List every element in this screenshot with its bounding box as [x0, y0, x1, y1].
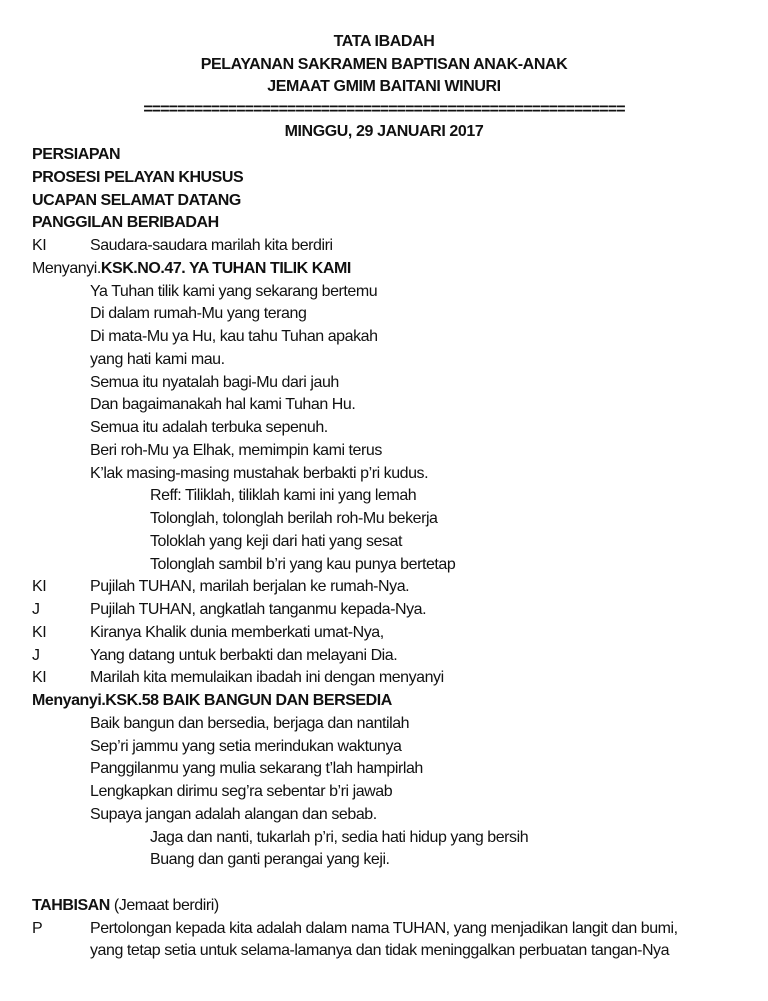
speaker-label: KI [32, 669, 47, 687]
line-text [150, 849, 390, 872]
liturgy-line [32, 758, 762, 781]
speaker-label: KI [32, 578, 47, 596]
line-text: yang hati kami mau. [90, 350, 225, 368]
document-header [0, 31, 768, 144]
line-text: Baik bangun dan bersedia, berjaga dan nantilah [90, 714, 410, 732]
speaker-label: KI [32, 237, 47, 254]
line-text: Di dalam rumah-Mu yang terang [90, 305, 307, 323]
line-text: Reff: Tiliklah, tiliklah kami ini yang lemah [150, 487, 417, 505]
liturgy-line [32, 235, 762, 258]
line-text [90, 349, 225, 372]
line-text: Beri roh-Mu ya Elhak, memimpin kami terus [90, 441, 382, 459]
speaker-label: J [32, 646, 40, 664]
line-text: Saudara-saudara marilah kita berdiri [90, 237, 333, 254]
liturgy-line [32, 736, 762, 759]
liturgy-line [32, 326, 762, 349]
line-text [90, 940, 669, 963]
liturgy-line [32, 622, 762, 645]
liturgy-line [32, 485, 762, 508]
line-text [90, 781, 392, 804]
line-text [90, 667, 444, 690]
speaker-label: P [32, 919, 43, 937]
line-text [90, 622, 384, 645]
liturgy-line [32, 940, 762, 963]
liturgy-line [32, 781, 762, 804]
liturgy-line [32, 804, 762, 827]
line-text [32, 895, 219, 918]
section-heading [32, 895, 762, 918]
liturgy-line [32, 918, 762, 941]
section-heading [32, 258, 762, 281]
liturgy-line [32, 349, 762, 372]
liturgy-line [32, 281, 762, 304]
line-text [90, 645, 397, 668]
line-text: Toloklah yang keji dari hati yang sesat [150, 532, 402, 550]
service-date: MINGGU, 29 JANUARI 2017 [284, 123, 484, 140]
liturgy-line [32, 554, 762, 577]
liturgy-line [32, 576, 762, 599]
line-text [150, 485, 416, 508]
line-prefix: Menyanyi. [32, 259, 101, 277]
line-text [90, 235, 333, 258]
line-text: Di mata-Mu ya Hu, kau tahu Tuhan apakah [90, 328, 378, 345]
bold-text: PROSESI PELAYAN KHUSUS [32, 168, 244, 186]
line-text: Semua itu nyatalah bagi-Mu dari jauh [90, 373, 339, 391]
bold-text: KSK.NO.47. YA TUHAN TILIK KAMI [100, 259, 351, 277]
line-text [32, 190, 241, 213]
line-text: Jaga dan nanti, tukarlah p’ri, sedia hati hidup yang bersih [150, 828, 529, 846]
liturgy-line [32, 872, 762, 895]
line-text: Ya Tuhan tilik kami yang sekarang bertemu [90, 282, 378, 300]
line-text: Supaya jangan adalah alangan dan sebab. [90, 805, 377, 823]
liturgy-line [32, 827, 762, 850]
line-text [90, 372, 339, 395]
liturgy-line [32, 463, 762, 486]
bold-text: Menyanyi.KSK.58 BAIK BANGUN DAN BERSEDIA [32, 692, 392, 709]
line-text [90, 463, 428, 486]
line-text [90, 599, 426, 622]
liturgy-line [32, 303, 762, 326]
liturgy-line [32, 645, 762, 668]
line-text [90, 440, 382, 463]
line-text: yang tetap setia untuk selama-lamanya dan tidak meninggalkan perbuatan tangan-Nya [90, 942, 670, 960]
liturgy-line [32, 667, 762, 690]
section-heading [32, 690, 762, 713]
speaker-label: J [32, 601, 40, 618]
line-text [90, 576, 409, 599]
bold-text: PERSIAPAN [32, 146, 121, 163]
line-text [90, 758, 423, 781]
line-text: Tolonglah sambil b’ri yang kau punya bertetap [150, 555, 456, 573]
line-suffix: (Jemaat berdiri) [109, 896, 219, 914]
liturgy-body [32, 144, 762, 963]
section-heading [32, 167, 762, 190]
bold-text: UCAPAN SELAMAT DATANG [32, 191, 241, 209]
line-text: K’lak masing-masing mustahak berbakti p’ri kudus. [90, 464, 429, 482]
line-text: Lengkapkan dirimu seg’ra sebentar b’ri jawab [90, 783, 393, 800]
line-text [32, 690, 392, 713]
line-text [32, 167, 243, 190]
bold-text: PANGGILAN BERIBADAH [32, 214, 219, 232]
liturgy-line [32, 713, 762, 736]
liturgy-line [32, 372, 762, 395]
line-text [150, 508, 438, 531]
section-heading [32, 212, 762, 235]
liturgy-line [32, 599, 762, 622]
line-text [90, 394, 355, 417]
line-text [90, 303, 306, 326]
line-text [150, 827, 528, 850]
line-text [90, 326, 378, 349]
liturgy-line [32, 531, 762, 554]
document-subtitle: PELAYANAN SAKRAMEN BAPTISAN ANAK-ANAK [200, 55, 568, 73]
liturgy-line [32, 440, 762, 463]
line-text [90, 713, 409, 736]
liturgy-line [32, 849, 762, 872]
liturgy-line [32, 508, 762, 531]
line-text [90, 918, 678, 941]
speaker-label: KI [32, 623, 47, 641]
line-text: Semua itu adalah terbuka sepenuh. [90, 419, 328, 436]
bold-text: TAHBISAN [32, 896, 110, 914]
line-text: Tolonglah, tolonglah berilah roh-Mu bekerja [150, 510, 438, 527]
line-text [32, 144, 120, 167]
line-text [32, 258, 351, 281]
line-text [90, 417, 328, 440]
congregation-name: JEMAAT GMIM BAITANI WINURI [267, 78, 501, 95]
line-text: Pujilah TUHAN, angkatlah tanganmu kepada-Nya. [90, 601, 427, 618]
line-text: Dan bagaimanakah hal kami Tuhan Hu. [90, 396, 356, 414]
section-heading [32, 144, 762, 167]
liturgy-line [32, 417, 762, 440]
line-text: Marilah kita memulaikan ibadah ini dengan menyanyi [90, 669, 444, 687]
line-text [150, 531, 402, 554]
line-text: Pertolongan kepada kita adalah dalam nama TUHAN, yang menjadikan langit dan bumi, [90, 919, 678, 937]
line-text: Panggilanmu yang mulia sekarang t’lah hampirlah [90, 760, 423, 778]
line-text [32, 212, 219, 235]
line-text: Pujilah TUHAN, marilah berjalan ke rumah-Nya. [90, 578, 410, 596]
line-text [90, 281, 377, 304]
section-heading [32, 190, 762, 213]
line-text [90, 736, 401, 759]
line-text [150, 554, 455, 577]
document-title: TATA IBADAH [333, 33, 435, 50]
line-text: Kiranya Khalik dunia memberkati umat-Nya, [90, 623, 384, 641]
line-text [90, 804, 377, 827]
separator-line: ========================================================= [143, 100, 625, 118]
liturgy-line [32, 394, 762, 417]
line-text: Buang dan ganti perangai yang keji. [150, 851, 390, 869]
line-text: Sep’ri jammu yang setia merindukan waktunya [90, 737, 402, 755]
line-text: Yang datang untuk berbakti dan melayani Dia. [90, 646, 398, 664]
